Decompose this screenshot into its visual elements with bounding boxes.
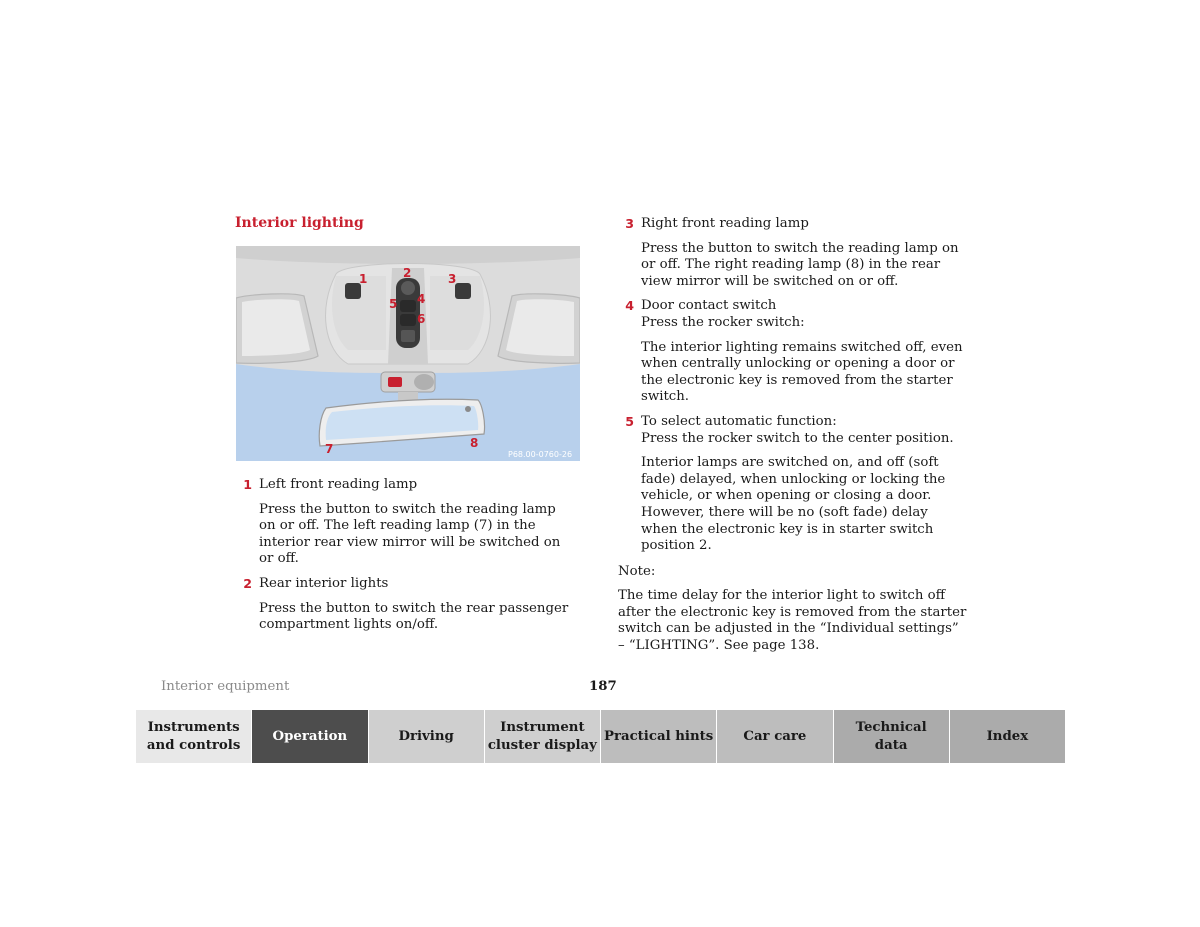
page-number: 187 — [589, 679, 617, 694]
item-heading: To select automatic function: — [641, 413, 837, 429]
figure-label-4: 4 — [417, 292, 426, 306]
left-column — [236, 477, 576, 634]
item-heading: Door contact switch — [641, 298, 777, 314]
footer-section-name: Interior equipment — [161, 679, 290, 694]
note-text: The time delay for the interior light to switch off after the electronic key is removed from the starter switch can be adjusted in the “Individual settings” – “LIGHTING”. See page 138. — [618, 588, 967, 654]
item-number: 2 — [243, 575, 252, 591]
item-heading: Rear interior lights — [259, 575, 389, 591]
item-text: Interior lamps are switched on, and off (soft fade) delayed, when unlocking or locking the vehicle, or when opening or closing a door. However, there will be no (soft fade) delay when the electronic key is in starter switch position 2. — [641, 455, 946, 554]
item-heading: Right front reading lamp — [641, 216, 809, 231]
tab-driving[interactable]: Driving — [369, 710, 484, 763]
item-heading: Left front reading lamp — [259, 477, 418, 492]
list-item — [618, 414, 968, 555]
item-number: 1 — [243, 477, 252, 492]
item-text: Press the button to switch the reading lamp on or off. The right reading lamp (8) in the rear view mirror will be switched on or off. — [641, 240, 959, 289]
note-label: Note: — [618, 563, 656, 579]
list-item — [236, 477, 576, 568]
tab-instrument-cluster-display[interactable]: Instrument cluster display — [485, 710, 600, 763]
item-number: 3 — [625, 216, 634, 231]
section-title: Interior lighting — [235, 215, 364, 231]
tab-car-care[interactable]: Car care — [717, 710, 832, 763]
chapter-nav — [136, 710, 1065, 763]
item-subheading: Press the rocker switch to the center position. — [641, 430, 954, 446]
item-subheading: Press the rocker switch: — [641, 314, 805, 330]
figure-label-3: 3 — [448, 272, 457, 286]
list-item — [618, 216, 968, 290]
tab-instruments-and-controls[interactable]: Instruments and controls — [136, 710, 251, 763]
tab-operation[interactable]: Operation — [252, 710, 367, 763]
list-item — [236, 576, 576, 634]
figure-label-7: 7 — [325, 442, 334, 456]
list-item — [618, 298, 968, 406]
item-text: Press the button to switch the rear passenger compartment lights on/off. — [259, 600, 569, 633]
tab-technical-data[interactable]: Technical data — [834, 710, 949, 763]
item-text: Press the button to switch the reading lamp on or off. The left reading lamp (7) in the interior rear view mirror will be switched on or off. — [259, 501, 561, 567]
figure-label-1: 1 — [359, 272, 368, 286]
overhead-control-panel-figure — [236, 246, 580, 461]
figure-code: P68.00-0760-26 — [508, 450, 573, 459]
figure-label-5: 5 — [389, 297, 398, 311]
figure-label-6: 6 — [417, 312, 426, 326]
item-number: 5 — [625, 413, 634, 429]
figure-illustration — [236, 246, 580, 461]
right-column — [618, 216, 968, 655]
figure-label-2: 2 — [403, 266, 412, 280]
figure-label-8: 8 — [470, 436, 479, 450]
item-text: The interior lighting remains switched off, even when centrally unlocking or opening a door or the electronic key is removed from the starter switch. — [641, 339, 963, 405]
tab-practical-hints[interactable]: Practical hints — [601, 710, 716, 763]
item-number: 4 — [625, 298, 634, 314]
tab-index[interactable]: Index — [950, 710, 1065, 763]
